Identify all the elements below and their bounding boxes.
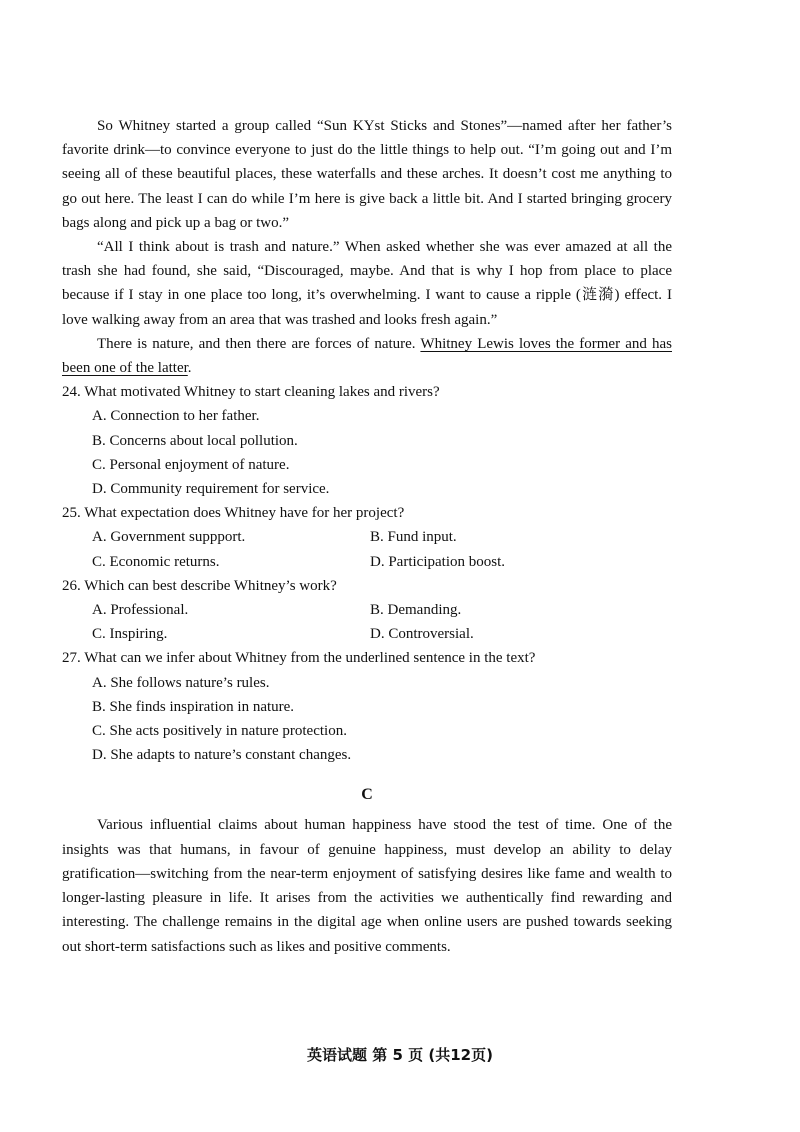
option-b: B. Concerns about local pollution. xyxy=(92,432,298,449)
question-stem: 27. What can we infer about Whitney from the underlined sentence in the text? xyxy=(62,650,536,667)
question-27 xyxy=(62,646,672,767)
passage-paragraph-3 xyxy=(62,332,672,380)
question-26 xyxy=(62,574,672,647)
option-c: C. Economic returns. xyxy=(92,553,220,570)
option-d: D. Community requirement for service. xyxy=(92,481,330,498)
question-stem: 26. Which can best describe Whitney’s work? xyxy=(62,577,337,594)
paragraph-3-start: There is nature, and then there are forces of nature. xyxy=(97,335,421,352)
passage-paragraph-2: “All I think about is trash and nature.” When asked whether she was ever amazed at all the trash she had found, she said, “Discouraged, maybe. And that is why I hop from place to place because if I stay in one place too long, it’s overwhelming. I want to cause a ripple (涟漪) effect. I love walking away from an area that was trashed and looks fresh again.” xyxy=(62,239,672,328)
option-c: C. She acts positively in nature protection. xyxy=(92,723,347,740)
option-a: A. She follows nature’s rules. xyxy=(92,674,270,691)
option-d: D. Controversial. xyxy=(370,626,474,643)
question-25 xyxy=(62,501,672,574)
option-d: D. She adapts to nature’s constant changes. xyxy=(92,747,352,764)
section-heading: C xyxy=(361,786,373,804)
option-a: A. Connection to her father. xyxy=(92,408,260,425)
option-c: C. Personal enjoyment of nature. xyxy=(92,456,290,473)
option-row xyxy=(92,525,672,549)
passage-paragraph-1: So Whitney started a group called “Sun KYst Sticks and Stones”—named after her father’s favorite drink—to convince everyone to just do the little things to help out. “I’m going out and I’m seeing all of these beautiful places, these waterfalls and these arches. It doesn’t cost me anything to go out here. The least I can do while I’m here is give back a little bit. And I started bringing grocery bags along and pick up a bag or two.” xyxy=(62,118,672,231)
option-c: C. Inspiring. xyxy=(92,626,168,643)
option-row xyxy=(92,622,672,646)
paragraph-3-end: . xyxy=(187,360,192,377)
question-stem: 25. What expectation does Whitney have for her project? xyxy=(62,505,405,522)
option-d: D. Participation boost. xyxy=(370,553,505,570)
question-stem: 24. What motivated Whitney to start cleaning lakes and rivers? xyxy=(62,384,440,401)
option-row xyxy=(92,550,672,574)
question-24 xyxy=(62,380,672,501)
exam-page xyxy=(62,114,672,959)
option-row xyxy=(92,598,672,622)
option-b: B. Demanding. xyxy=(370,602,462,619)
option-a: A. Professional. xyxy=(92,602,189,619)
option-b: B. She finds inspiration in nature. xyxy=(92,698,295,715)
option-a: A. Government suppport. xyxy=(92,529,246,546)
page-footer: 英语试题 第 5 页 (共12页) xyxy=(307,1046,493,1064)
section-c-paragraph-1: Various influential claims about human happiness have stood the test of time. One of the insights was that humans, in favour of genuine happiness, must develop an ability to delay gratification—switching from the near-term enjoyment of satisfying desires like fame and wealth to longer-lasting pleasure in life. It arises from the activities we authentically find rewarding and interesting. The challenge remains in the digital age when online users are pushed towards seeking out short-term satisfactions such as likes and positive comments. xyxy=(62,817,672,955)
underlined-sentence: Whitney Lewis loves the former and has been one of the latter xyxy=(62,335,672,377)
option-b: B. Fund input. xyxy=(370,529,457,546)
